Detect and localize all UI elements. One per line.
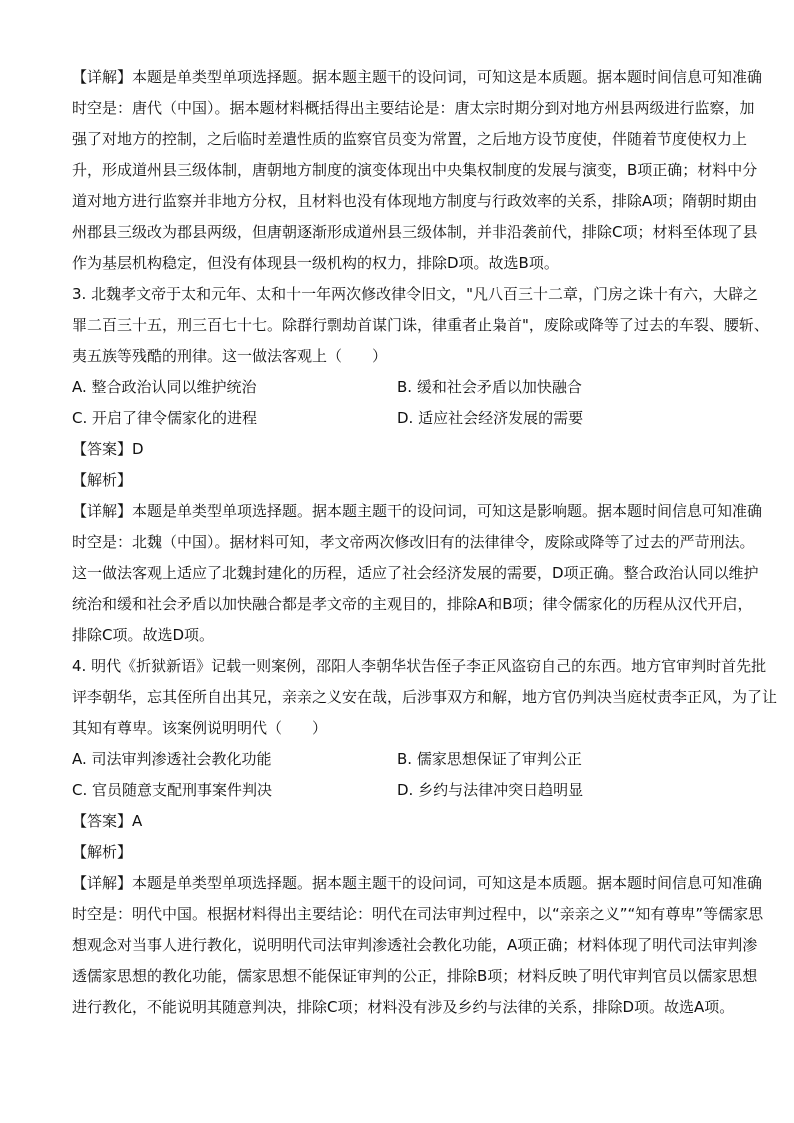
q3-option-c: C. 开启了律令儒家化的进程	[72, 409, 258, 427]
q3-options-row	[72, 372, 732, 403]
q2-detail-line: 升，形成道州县三级体制，唐朝地方制度的演变体现出中央集权制度的发展与演变，B项正确；材料中分	[72, 161, 758, 179]
q3-options-row	[72, 403, 732, 434]
q2-detail-line: 道对地方进行监察并非地方分权，且材料也没有体现地方制度与行政效率的关系，排除A项；隋朝时期由	[72, 192, 758, 210]
q4-detail-line: 透儒家思想的教化功能，儒家思想不能保证审判的公正，排除B项；材料反映了明代审判官员以儒家思想	[72, 967, 758, 985]
q3-stem-line: 夷五族等残酷的刑律。这一做法客观上（ ）	[72, 347, 388, 365]
q4-option-c: C. 官员随意支配刑事案件判决	[72, 781, 273, 799]
q3-stem-line: 罪二百三十五，刑三百七十七。除群行剽劫首谋门诛，律重者止枭首"，废除或降等了过去的车裂、腰斩、	[72, 316, 769, 334]
q2-detail-line: 强了对地方的控制，之后临时差遣性质的监察官员变为常置，之后地方设节度使，伴随着节度使权力上	[72, 130, 748, 148]
q3-detail-line: 排除C项。故选D项。	[72, 626, 215, 644]
q4-analysis-label: 【解析】	[72, 843, 133, 861]
q4-detail-line: 时空是：明代中国。根据材料得出主要结论：明代在司法审判过程中，以“亲亲之义”“知有尊卑”等儒家思	[72, 905, 764, 923]
q4-detail-line: 【详解】本题是单类型单项选择题。据本题主题干的设问词，可知这是本质题。据本题时间信息可知准确	[72, 874, 763, 892]
q2-detail-line: 时空是：唐代（中国）。据本题材料概括得出主要结论是：唐太宗时期分到对地方州县两级进行监察，加	[72, 99, 755, 117]
q3-option-a: A. 整合政治认同以维护统治	[72, 378, 257, 396]
q3-stem-line: 3. 北魏孝文帝于太和元年、太和十一年两次修改律令旧文，"凡八百三十二章，门房之诛十有六，大辟之	[72, 285, 758, 303]
q3-option-b: B. 缓和社会矛盾以加快融合	[397, 378, 582, 396]
q3-answer: 【答案】D	[72, 440, 144, 458]
q4-stem-line: 其知有尊卑。该案例说明明代（ ）	[72, 719, 328, 737]
document-page	[72, 62, 778, 1023]
q4-answer: 【答案】A	[72, 812, 143, 830]
q3-detail-line: 这一做法客观上适应了北魏封建化的历程，适应了社会经济发展的需要，D项正确。整合政治认同以维护	[72, 564, 759, 582]
q4-detail-line: 进行教化，不能说明其随意判决，排除C项；材料没有涉及乡约与法律的关系，排除D项。故选A项。	[72, 998, 735, 1016]
q4-stem-line: 评李朝华，忘其侄所自出其兄，亲亲之义安在哉，后涉事双方和解，地方官仍判决当庭杖责李正风，为了让	[72, 688, 778, 706]
q3-detail-line: 统治和缓和社会矛盾以加快融合都是孝文帝的主观目的，排除A和B项；律令儒家化的历程从汉代开启，	[72, 595, 753, 613]
q4-stem-line: 4. 明代《折狱新语》记载一则案例，邵阳人李朝华状告侄子李正风盗窃自己的东西。地方官审判时首先批	[72, 657, 767, 675]
q3-option-d: D. 适应社会经济发展的需要	[397, 409, 584, 427]
q4-option-b: B. 儒家思想保证了审判公正	[397, 750, 582, 768]
q4-option-d: D. 乡约与法律冲突日趋明显	[397, 781, 584, 799]
q4-options-row	[72, 744, 732, 775]
q3-detail-line: 【详解】本题是单类型单项选择题。据本题主题干的设问词，可知这是影响题。据本题时间信息可知准确	[72, 502, 763, 520]
q4-detail-line: 想观念对当事人进行教化，说明明代司法审判渗透社会教化功能，A项正确；材料体现了明代司法审判渗	[72, 936, 758, 954]
q2-detail-line: 【详解】本题是单类型单项选择题。据本题主题干的设问词，可知这是本质题。据本题时间信息可知准确	[72, 68, 763, 86]
q2-detail-line: 作为基层机构稳定，但没有体现县一级机构的权力，排除D项。故选B项。	[72, 254, 559, 272]
q3-detail-line: 时空是：北魏（中国）。据材料可知，孝文帝两次修改旧有的法律律令，废除或降等了过去的严苛刑法。	[72, 533, 755, 551]
q4-options-row	[72, 775, 732, 806]
q2-detail-line: 州郡县三级改为郡县两级，但唐朝逐渐形成道州县三级体制，并非沿袭前代，排除C项；材料至体现了县	[72, 223, 758, 241]
q4-option-a: A. 司法审判渗透社会教化功能	[72, 750, 272, 768]
q3-analysis-label: 【解析】	[72, 471, 133, 489]
